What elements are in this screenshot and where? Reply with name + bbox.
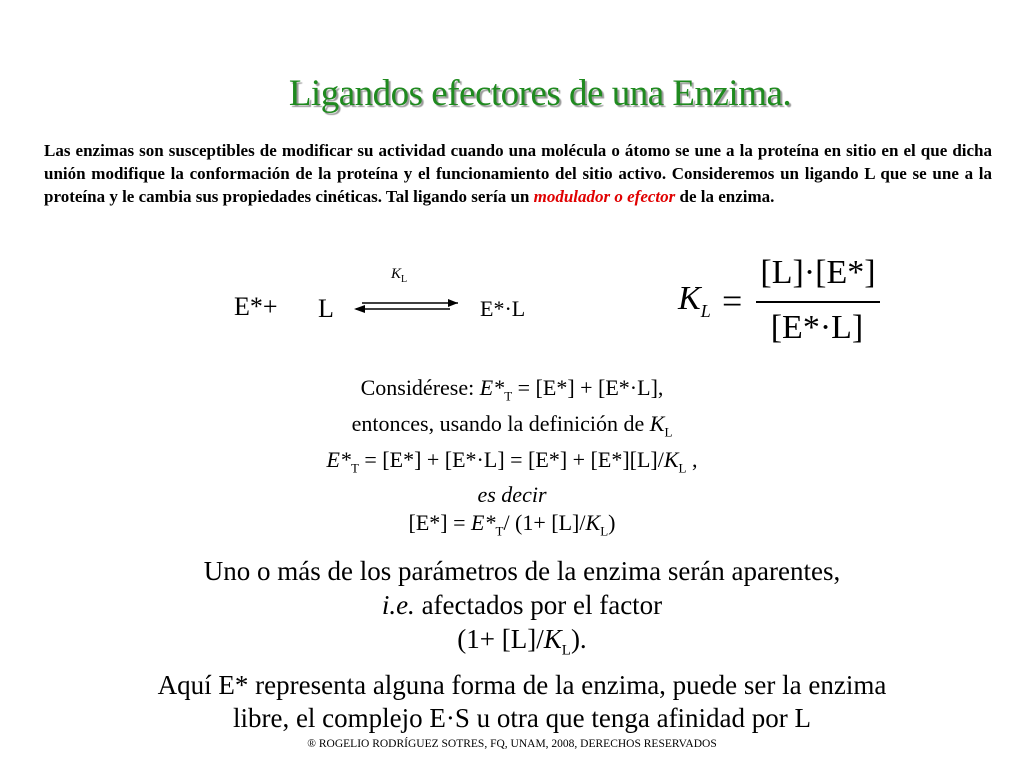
c3-end: ). — [570, 624, 587, 654]
c3-sub: L — [561, 642, 571, 659]
d5-end: ) — [608, 510, 616, 535]
d3-ksub: L — [678, 460, 687, 476]
arrow-label-sub: L — [401, 274, 408, 285]
derivation-line-3 — [150, 447, 874, 476]
d1-prefix: Considérese: — [360, 375, 480, 400]
d3-e: E* — [326, 447, 351, 472]
copyright-footer: ® ROGELIO RODRÍGUEZ SOTRES, FQ, UNAM, 2008, DERECHOS RESERVADOS — [307, 738, 717, 750]
reactant-enzyme: E*+ — [234, 292, 278, 321]
d3-sub: T — [350, 460, 359, 476]
reactant-ligand: L — [318, 294, 334, 323]
slide-title: Ligandos efectores de una Enzima. — [288, 73, 792, 114]
derivation-line-1 — [150, 375, 874, 404]
conclusion-line-3 — [60, 624, 984, 659]
c2-rest: afectados por el factor — [414, 590, 663, 620]
d1-e: E* — [479, 375, 505, 400]
d3-end: , — [686, 447, 698, 472]
c3-start: (1+ [L]/ — [457, 624, 544, 654]
d1-rest: = [E*] + [E*·L], — [512, 375, 664, 400]
intro-paragraph — [44, 139, 992, 208]
arrow-label-k: K — [391, 266, 402, 282]
d5-e: E* — [471, 510, 496, 535]
d4-text: es decir — [477, 482, 547, 507]
derivation-line-4 — [150, 482, 874, 508]
c2-italic: i.e. — [381, 590, 415, 620]
kl-lhs-sub: L — [700, 300, 711, 321]
intro-text: Las enzimas son susceptibles de modificar su actividad cuando una molécula o átomo se une a la proteína en sitio en el que dicha unión modifique la conformación de la proteína y el funcionamiento del sitio activo. Consideremos un ligando L que se une a la proteína y le cambia sus propiedades cinéticas. Tal ligando sería un — [44, 141, 992, 206]
derivation-line-5 — [150, 510, 874, 539]
c3-k: K — [543, 624, 562, 654]
kl-equals: = — [722, 281, 743, 321]
product: E*·L — [480, 296, 526, 321]
note-line-1: Aquí E* representa alguna forma de la enzima, puede ser la enzima — [157, 670, 887, 700]
d3-k: K — [663, 447, 679, 472]
conclusion-line-2 — [60, 590, 984, 621]
d2-sub: L — [664, 424, 673, 440]
d1-sub: T — [504, 388, 513, 404]
kl-equation-lhs — [678, 280, 711, 322]
d5-mid: / (1+ [L]/ — [503, 510, 586, 535]
intro-highlight: modulador o efector — [533, 187, 676, 206]
kl-denominator: [E*·L] — [770, 309, 864, 346]
conclusion-line-1: Uno o más de los parámetros de la enzima serán aparentes, — [203, 556, 841, 586]
note-line-2: libre, el complejo E·S u otra que tenga afinidad por L — [232, 703, 812, 733]
d2-text: entonces, usando la definición de — [351, 411, 650, 436]
d2-k: K — [649, 411, 665, 436]
d5-start: [E*] = — [408, 510, 472, 535]
kl-numerator: [L]·[E*] — [760, 254, 876, 291]
derivation-line-2 — [150, 411, 874, 440]
fraction-bar — [756, 301, 880, 303]
intro-text-end: de la enzima. — [675, 187, 775, 206]
arrow-label — [391, 266, 407, 285]
kl-lhs-k: K — [678, 280, 701, 317]
d5-k: K — [585, 510, 601, 535]
d3-mid: = [E*] + [E*·L] = [E*] + [E*][L]/ — [358, 447, 664, 472]
d5-sub: T — [495, 523, 504, 539]
equilibrium-arrow-icon — [352, 296, 462, 318]
d5-ksub: L — [600, 523, 609, 539]
